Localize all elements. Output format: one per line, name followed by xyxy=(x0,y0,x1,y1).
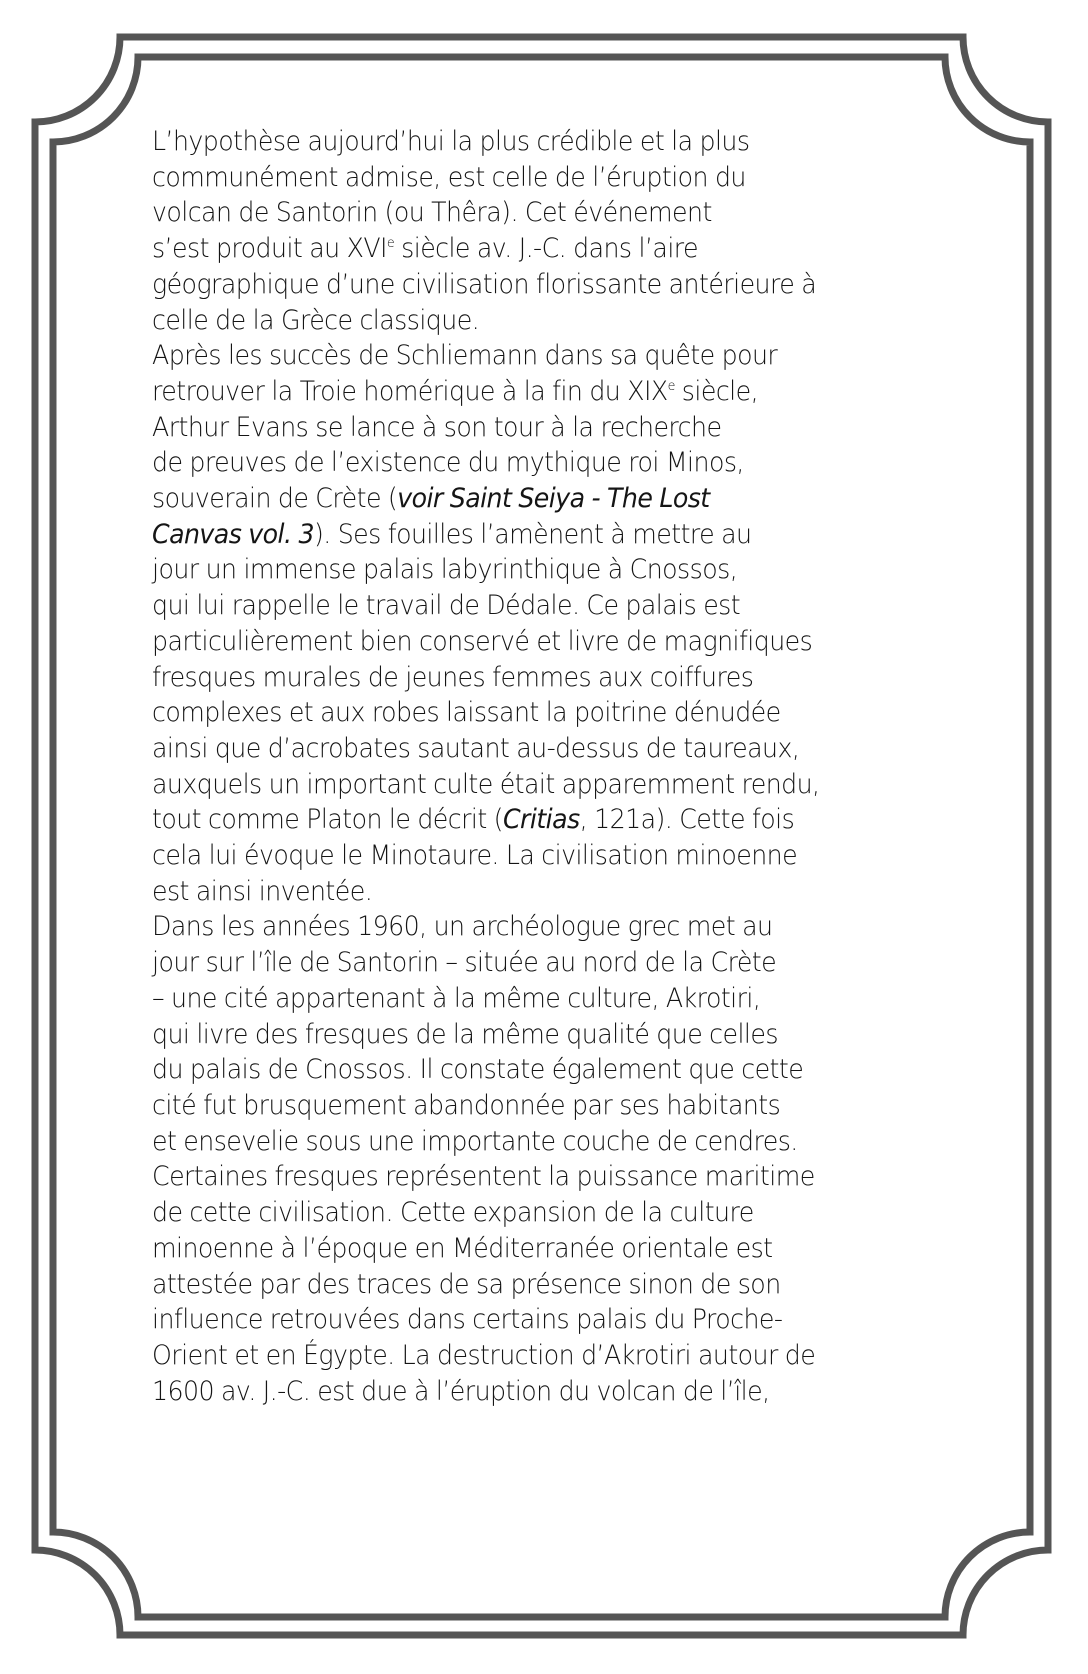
text-line xyxy=(152,1338,844,1374)
text-segment: – une cité appartenant à la même culture, Akrotiri, xyxy=(152,982,761,1014)
italic-text: Critias xyxy=(502,804,580,836)
text-segment: , 121a). Cette fois xyxy=(579,804,795,836)
text-segment: particulièrement bien conservé et livre de magnifiques xyxy=(152,625,813,657)
text-segment: Dans les années 1960, un archéologue grec met au xyxy=(152,911,773,943)
text-line xyxy=(152,303,844,339)
text-segment: influence retrouvées dans certains palais du Proche- xyxy=(152,1304,783,1336)
text-line xyxy=(152,660,844,696)
text-line xyxy=(152,1302,844,1338)
text-segment: communément admise, est celle de l’éruption du xyxy=(152,161,746,193)
text-line xyxy=(152,552,844,588)
text-line xyxy=(152,731,844,767)
superscript: e xyxy=(386,234,395,251)
text-line xyxy=(152,1159,844,1195)
text-line xyxy=(152,624,844,660)
text-segment: et ensevelie sous une importante couche de cendres. xyxy=(152,1125,798,1157)
text-line xyxy=(152,124,844,160)
text-segment: siècle, xyxy=(674,375,759,407)
text-segment: s’est produit au XVI xyxy=(152,233,387,265)
text-segment: souverain de Crète ( xyxy=(152,483,398,515)
text-segment: celle de la Grèce classique. xyxy=(152,304,480,336)
text-line xyxy=(152,838,844,874)
text-segment: jour un immense palais labyrinthique à Cnossos, xyxy=(152,554,738,586)
text-segment: Orient et en Égypte. La destruction d’Akrotiri autour de xyxy=(152,1339,816,1371)
text-line xyxy=(152,410,844,446)
text-segment: de cette civilisation. Cette expansion de la culture xyxy=(152,1197,754,1229)
italic-text: Canvas vol. 3 xyxy=(152,518,314,550)
text-segment: qui livre des fresques de la même qualité que celles xyxy=(152,1018,778,1050)
text-line xyxy=(152,1231,844,1267)
text-line xyxy=(152,1267,844,1303)
body-text xyxy=(152,124,844,1409)
text-line xyxy=(152,1052,844,1088)
text-segment: de preuves de l’existence du mythique roi Minos, xyxy=(152,447,744,479)
italic-text: voir Saint Seiya - The Lost xyxy=(397,483,710,515)
text-line xyxy=(152,695,844,731)
text-line xyxy=(152,802,844,838)
text-segment: complexes et aux robes laissant la poitrine dénudée xyxy=(152,697,781,729)
text-segment: géographique d’une civilisation florissante antérieure à xyxy=(152,268,817,300)
text-segment: retrouver la Troie homérique à la fin du XIX xyxy=(152,375,668,407)
text-segment: cité fut brusquement abandonnée par ses habitants xyxy=(152,1089,781,1121)
text-line xyxy=(152,767,844,803)
text-segment: auxquels un important culte était apparemment rendu, xyxy=(152,768,820,800)
text-segment: jour sur l’île de Santorin – située au nord de la Crète xyxy=(152,947,777,979)
text-line xyxy=(152,374,844,410)
text-segment: ainsi que d’acrobates sautant au-dessus de taureaux, xyxy=(152,732,800,764)
text-line xyxy=(152,267,844,303)
text-line xyxy=(152,1124,844,1160)
text-segment: du palais de Cnossos. Il constate également que cette xyxy=(152,1054,804,1086)
text-segment: siècle av. J.-C. dans l’aire xyxy=(394,233,699,265)
text-line xyxy=(152,481,844,517)
text-segment: cela lui évoque le Minotaure. La civilisation minoenne xyxy=(152,840,798,872)
text-line xyxy=(152,231,844,267)
text-segment: Certaines fresques représentent la puissance maritime xyxy=(152,1161,815,1193)
text-segment: ). Ses fouilles l’amènent à mettre au xyxy=(313,518,752,550)
superscript: e xyxy=(667,377,675,394)
text-line xyxy=(152,909,844,945)
text-line xyxy=(152,588,844,624)
text-segment: 1600 av. J.-C. est due à l’éruption du volcan de l’île, xyxy=(152,1375,770,1407)
text-segment: volcan de Santorin (ou Thêra). Cet événement xyxy=(152,197,712,229)
text-line xyxy=(152,1195,844,1231)
text-segment: fresques murales de jeunes femmes aux coiffures xyxy=(152,661,754,693)
text-segment: attestée par des traces de sa présence sinon de son xyxy=(152,1268,781,1300)
text-line xyxy=(152,874,844,910)
text-segment: Après les succès de Schliemann dans sa quête pour xyxy=(152,340,778,372)
text-segment: L’hypothèse aujourd’hui la plus crédible et la plus xyxy=(152,126,750,157)
text-line xyxy=(152,1374,844,1410)
text-segment: tout comme Platon le décrit ( xyxy=(152,804,503,836)
text-line xyxy=(152,517,844,553)
text-line xyxy=(152,338,844,374)
text-segment: minoenne à l’époque en Méditerranée orientale est xyxy=(152,1232,773,1264)
text-line xyxy=(152,1017,844,1053)
text-segment: Arthur Evans se lance à son tour à la recherche xyxy=(152,411,722,443)
text-segment: qui lui rappelle le travail de Dédale. Ce palais est xyxy=(152,590,741,622)
text-line xyxy=(152,945,844,981)
text-line xyxy=(152,160,844,196)
text-line xyxy=(152,445,844,481)
text-line xyxy=(152,981,844,1017)
text-line xyxy=(152,195,844,231)
text-segment: est ainsi inventée. xyxy=(152,875,373,907)
text-line xyxy=(152,1088,844,1124)
